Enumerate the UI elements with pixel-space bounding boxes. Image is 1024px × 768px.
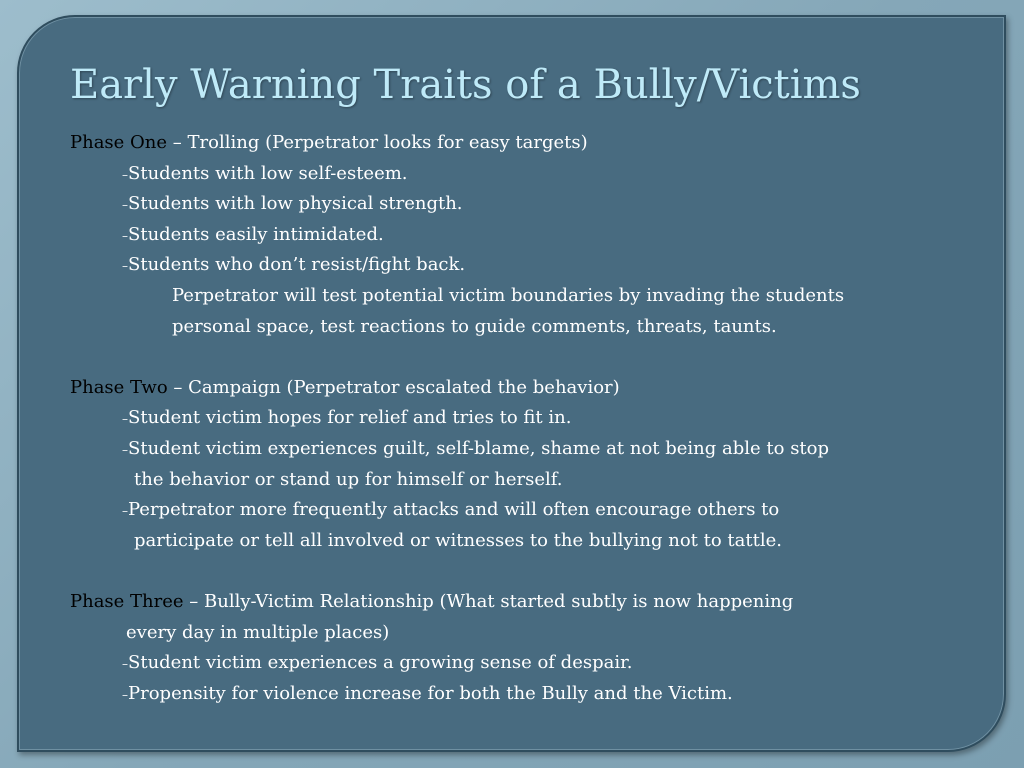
list-item: –Students with low self-esteem. bbox=[122, 162, 408, 184]
phase-one-name: Phase One bbox=[70, 132, 168, 153]
slide-body bbox=[70, 128, 970, 709]
bullet-dash: – bbox=[122, 657, 128, 672]
phase-two-desc: Campaign (Perpetrator escalated the behavior) bbox=[188, 376, 620, 398]
bullet-dash: – bbox=[122, 412, 128, 427]
phase-two-heading bbox=[70, 373, 970, 404]
phase-three-name: Phase Three bbox=[70, 590, 184, 612]
phase-three-heading bbox=[70, 587, 970, 618]
phase-one-heading bbox=[70, 128, 970, 159]
phase-three-desc-continuation: every day in multiple places) bbox=[126, 621, 390, 643]
list-item-continuation: the behavior or stand up for himself or herself. bbox=[134, 468, 563, 490]
bullet-dash: – bbox=[122, 228, 128, 243]
bullet-dash: – bbox=[122, 198, 128, 213]
list-item: –Perpetrator more frequently attacks and will often encourage others to bbox=[122, 499, 780, 521]
list-item: –Propensity for violence increase for both the Bully and the Victim. bbox=[122, 682, 733, 704]
phase-three-separator: – bbox=[183, 590, 205, 612]
phase-two-separator: – bbox=[167, 376, 189, 398]
bullet-dash: – bbox=[122, 442, 128, 457]
slide-title: Early Warning Traits of a Bully/Victims bbox=[70, 62, 861, 108]
list-item: –Student victim experiences a growing sense of despair. bbox=[122, 652, 633, 674]
spacer bbox=[70, 342, 970, 373]
bullet-dash: – bbox=[122, 687, 128, 702]
phase-two-name: Phase Two bbox=[70, 376, 168, 398]
list-item: –Student victim experiences guilt, self-blame, shame at not being able to stop bbox=[122, 437, 830, 459]
bullet-dash: – bbox=[122, 259, 128, 274]
list-item: –Students with low physical strength. bbox=[122, 193, 463, 215]
bullet-dash: – bbox=[122, 504, 128, 519]
list-item: –Student victim hopes for relief and tries to fit in. bbox=[122, 407, 572, 429]
spacer bbox=[70, 556, 970, 587]
phase-one-desc: Trolling (Perpetrator looks for easy targets) bbox=[187, 132, 588, 153]
list-item: –Students who don’t resist/fight back. bbox=[122, 254, 466, 276]
list-item-continuation: participate or tell all involved or witnesses to the bullying not to tattle. bbox=[134, 529, 782, 551]
phase-one-note-line1: Perpetrator will test potential victim boundaries by invading the students bbox=[172, 284, 845, 306]
bullet-dash: – bbox=[122, 167, 128, 182]
phase-three-desc: Bully-Victim Relationship (What started subtly is now happening bbox=[204, 590, 794, 612]
list-item: –Students easily intimidated. bbox=[122, 223, 384, 245]
phase-one-note-line2: personal space, test reactions to guide comments, threats, taunts. bbox=[172, 315, 777, 337]
phase-one-separator: – bbox=[167, 132, 188, 153]
